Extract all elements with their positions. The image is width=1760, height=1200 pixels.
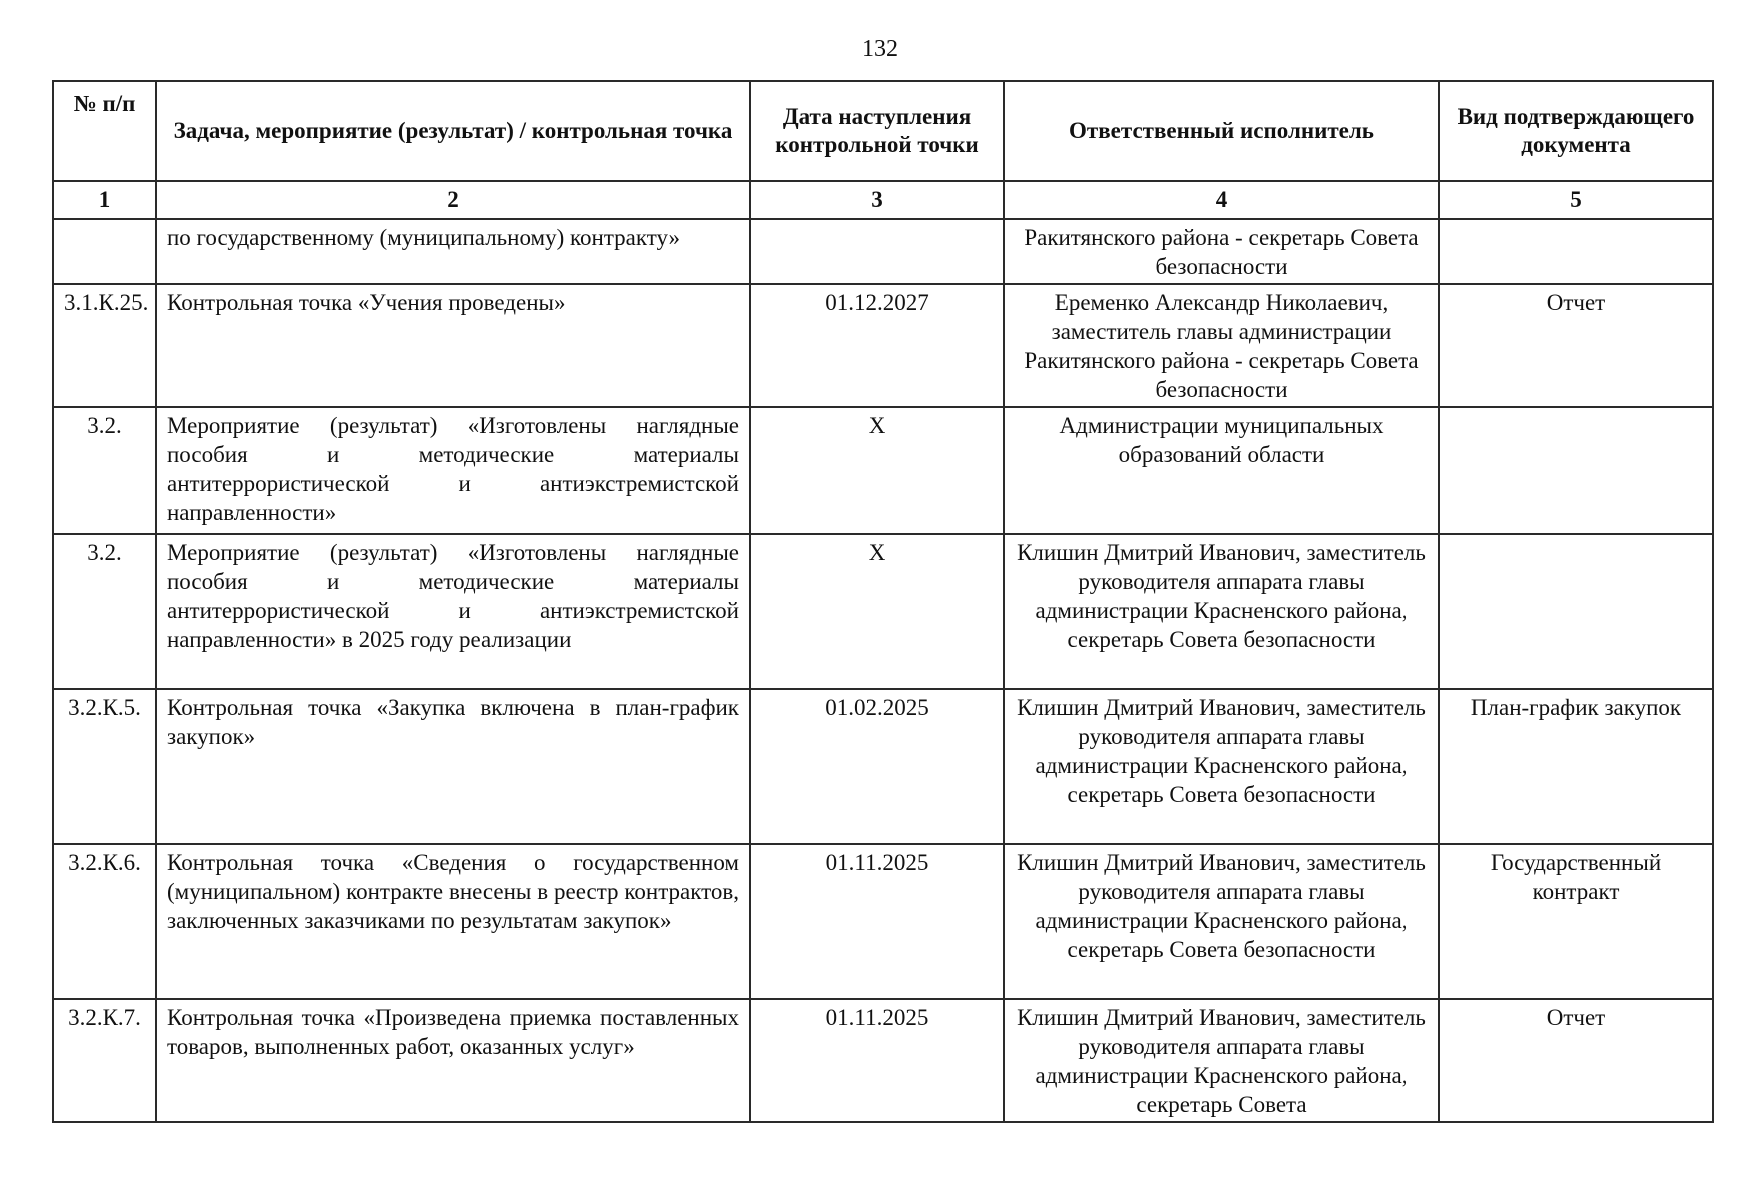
row-responsible: Еременко Александр Николаевич, заместитель главы администрации Ракитянского района - секретарь Совета безопасности <box>1004 284 1439 407</box>
row-task: Контрольная точка «Произведена приемка поставленных товаров, выполненных работ, оказанных услуг» <box>156 999 750 1122</box>
row-doc-type: Отчет <box>1439 999 1713 1122</box>
row-date: 01.11.2025 <box>750 844 1004 999</box>
row-number: 3.2.К.6. <box>53 844 156 999</box>
header-row <box>53 81 1713 181</box>
column-number: 4 <box>1004 181 1439 219</box>
column-number: 2 <box>156 181 750 219</box>
header-task: Задача, мероприятие (результат) / контрольная точка <box>156 81 750 181</box>
row-responsible: Ракитянского района - секретарь Совета безопасности <box>1004 219 1439 284</box>
row-responsible: Клишин Дмитрий Иванович, заместитель руководителя аппарата главы администрации Красненского района, секретарь Совета безопасности <box>1004 689 1439 844</box>
header-num: № п/п <box>53 81 156 181</box>
row-date: 01.02.2025 <box>750 689 1004 844</box>
table-row <box>53 407 1713 534</box>
column-number-row <box>53 181 1713 219</box>
table-row <box>53 534 1713 689</box>
row-number: 3.1.К.25. <box>53 284 156 407</box>
table-row <box>53 689 1713 844</box>
row-task: Контрольная точка «Сведения о государственном (муниципальном) контракте внесены в реестр контрактов, заключенных заказчиками по результатам закупок» <box>156 844 750 999</box>
row-responsible: Клишин Дмитрий Иванович, заместитель руководителя аппарата главы администрации Красненского района, секретарь Совета безопасности <box>1004 844 1439 999</box>
header-doc-type: Вид подтверждающего документа <box>1439 81 1713 181</box>
row-number: 3.2.К.7. <box>53 999 156 1122</box>
row-responsible: Администрации муниципальных образований области <box>1004 407 1439 534</box>
column-number: 5 <box>1439 181 1713 219</box>
row-doc-type <box>1439 407 1713 534</box>
row-task: по государственному (муниципальному) контракту» <box>156 219 750 284</box>
header-responsible: Ответственный исполнитель <box>1004 81 1439 181</box>
row-doc-type <box>1439 534 1713 689</box>
row-doc-type: Государственный контракт <box>1439 844 1713 999</box>
column-number: 3 <box>750 181 1004 219</box>
row-doc-type <box>1439 219 1713 284</box>
row-number <box>53 219 156 284</box>
table-row <box>53 999 1713 1122</box>
row-date: Х <box>750 534 1004 689</box>
row-task: Контрольная точка «Закупка включена в план-график закупок» <box>156 689 750 844</box>
row-doc-type: План-график закупок <box>1439 689 1713 844</box>
row-task: Контрольная точка «Учения проведены» <box>156 284 750 407</box>
table-row <box>53 284 1713 407</box>
table-row <box>53 844 1713 999</box>
row-task: Мероприятие (результат) «Изготовлены наглядные пособия и методические материалы антитеррористической и антиэкстремистской направленности» в 2025 году реализации <box>156 534 750 689</box>
row-date: Х <box>750 407 1004 534</box>
column-number: 1 <box>53 181 156 219</box>
control-points-table <box>52 80 1714 1123</box>
page-number: 132 <box>862 36 898 62</box>
row-date: 01.12.2027 <box>750 284 1004 407</box>
row-date: 01.11.2025 <box>750 999 1004 1122</box>
row-responsible: Клишин Дмитрий Иванович, заместитель руководителя аппарата главы администрации Красненского района, секретарь Совета <box>1004 999 1439 1122</box>
row-number: 3.2. <box>53 407 156 534</box>
row-doc-type: Отчет <box>1439 284 1713 407</box>
header-date: Дата наступления контрольной точки <box>750 81 1004 181</box>
row-number: 3.2.К.5. <box>53 689 156 844</box>
row-responsible: Клишин Дмитрий Иванович, заместитель руководителя аппарата главы администрации Красненского района, секретарь Совета безопасности <box>1004 534 1439 689</box>
table-row <box>53 219 1713 284</box>
row-date <box>750 219 1004 284</box>
row-task: Мероприятие (результат) «Изготовлены наглядные пособия и методические материалы антитеррористической и антиэкстремистской направленности» <box>156 407 750 534</box>
row-number: 3.2. <box>53 534 156 689</box>
